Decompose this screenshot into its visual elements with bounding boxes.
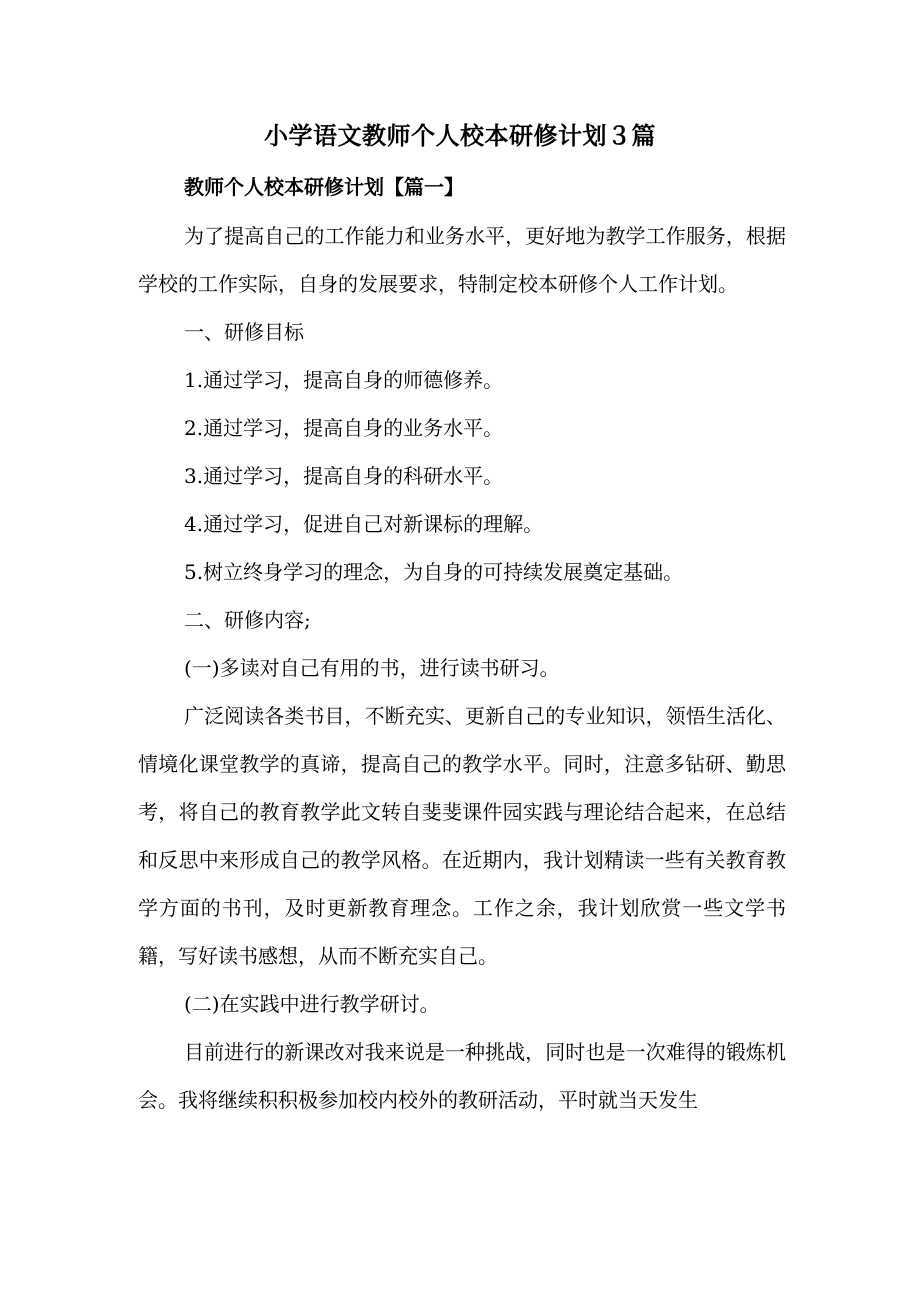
goal-item-5: 5.树立终身学习的理念，为自身的可持续发展奠定基础。 [184,560,684,584]
goal-item-4: 4.通过学习，促进自己对新课标的理解。 [184,512,544,536]
content-item-2: (二)在实践中进行教学研讨。 [184,992,440,1016]
section-heading: 教师个人校本研修计划【篇一】 [184,175,464,199]
goal-item-3: 3.通过学习，提高自身的科研水平。 [184,464,504,488]
document-title: 小学语文教师个人校本研修计划３篇 [264,122,656,150]
document-body [138,212,786,1124]
goal-item-2: 2.通过学习，提高自身的业务水平。 [184,416,504,440]
paragraph-reading: 广泛阅读各类书目，不断充实、更新自己的专业知识，领悟生活化、情境化课堂教学的真谛，提高自己的教学水平。同时，注意多钻研、勤思考，将自己的教育教学此文转自斐斐课件园实践与理论结合起来，在总结和反思中来形成自己的教学风格。在近期内，我计划精读一些有关教育教学方面的书刊，及时更新教育理念。工作之余，我计划欣赏一些文学书籍，写好读书感想，从而不断充实自己。 [138,704,786,968]
paragraph-intro: 为了提高自己的工作能力和业务水平，更好地为教学工作服务，根据学校的工作实际，自身的发展要求，特制定校本研修个人工作计划。 [138,224,786,296]
paragraph-practice: 目前进行的新课改对我来说是一种挑战，同时也是一次难得的锻炼机会。我将继续积积极参加校内校外的教研活动，平时就当天发生 [138,1040,786,1112]
heading-content: 二、研修内容; [184,608,311,632]
heading-goals: 一、研修目标 [184,320,304,344]
content-item-1: (一)多读对自己有用的书，进行读书研习。 [184,656,560,680]
goal-item-1: 1.通过学习，提高自身的师德修养。 [184,368,504,392]
